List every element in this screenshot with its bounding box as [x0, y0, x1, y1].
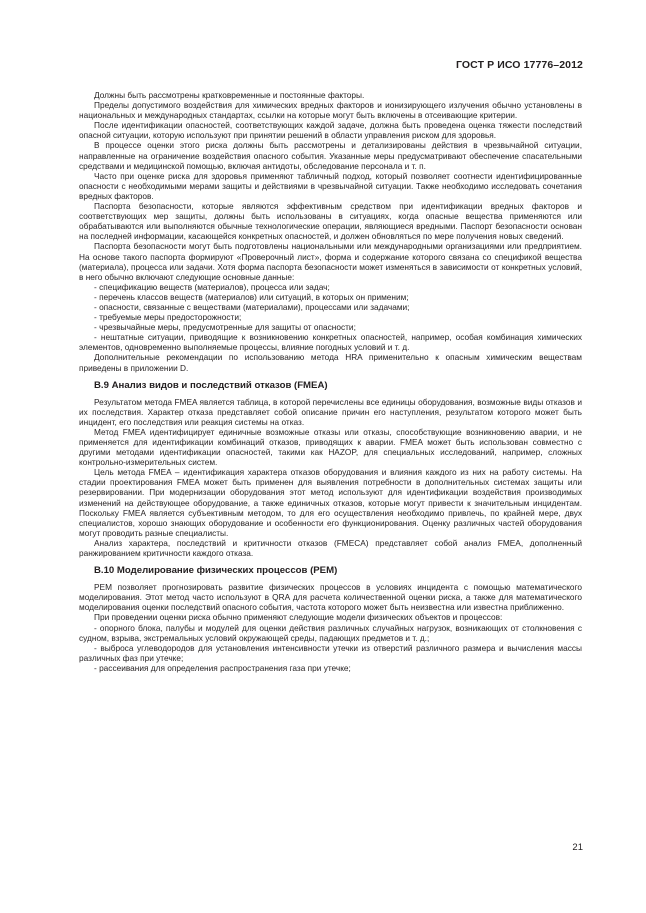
- paragraph: PEM позволяет прогнозировать развитие физических процессов в условиях инцидента с помощью математического моделирования. Этот метод часто используют в QRA для расчета количественной оценки риска, а также для математического моделирования оценки последствий опасного события, частота которого может быть неизвестна или известна приближенно.: [79, 582, 582, 613]
- section-heading-b9: B.9 Анализ видов и последствий отказов (FMEA): [94, 379, 328, 391]
- paragraph: Должны быть рассмотрены кратковременные и постоянные факторы.: [94, 90, 365, 100]
- paragraph: Паспорта безопасности могут быть подготовлены национальными или международными организациями или предприятием. На основе такого паспорта формируют «Проверочный лист», форма и содержание которого связана со спецификой вещества (материала), процесса или задачи. Хотя форма паспорта безопасности может изменяться в зависимости от конкретных условий, в него обычно включают следующие основные данные:: [79, 241, 582, 282]
- paragraph: При проведении оценки риска обычно применяют следующие модели физических объектов и процессов:: [94, 612, 503, 623]
- list-item: - спецификацию веществ (материалов), процесса или задач;: [94, 281, 330, 292]
- paragraph: Паспорта безопасности, которые являются эффективным средством при идентификации вредных факторов и соответствующих мер защиты, должны быть использованы в ситуациях, когда опасные вещества применяются или обрабатываются или выполняются обычные технологические операции, являющиеся вредными. Паспорт безопасности основан на последней информации, касающейся конкретных опасностей, и должен обновляться по мере получения новых сведений.: [79, 201, 582, 242]
- page-number: 21: [572, 842, 583, 853]
- list-item: - выброса углеводородов для установления интенсивности утечки из отверстий различного размера и вычисления массы различных фаз при утечке;: [79, 642, 582, 663]
- list-item: - требуемые меры предосторожности;: [94, 312, 242, 323]
- list-item: - опорного блока, палубы и модулей для оценки действия различных случайных нагрузок, возникающих от столкновения с судном, взрыва, экстремальных условий окружающей среды, падающих предметов и т. д.;: [79, 622, 582, 643]
- list-item: - нештатные ситуации, приводящие к возникновению конкретных опасностей, например, особая комбинация химических элементов, одновременно выполняемые процессы, влияние погодных условий и т. д.: [79, 332, 582, 353]
- page-content: [79, 90, 582, 673]
- standard-code-header: ГОСТ Р ИСО 17776–2012: [455, 59, 583, 71]
- paragraph: Цель метода FMEA – идентификация характера отказов оборудования и влияния каждого из них на работу системы. На стадии проектирования FMEA может быть применен для выявления потребности в дополнительных системах защиты или резервировании. При модернизации оборудования этот метод используют для идентификации воздействия производимых изменений на действующее оборудование, а также единичных отказов, которые могут привести к значительным инцидентам. Поскольку FMEA является субъективным методом, то для его осуществления необходимо привлечь, по крайней мере, двух специалистов, хорошо знающих оборудование и особенности его функционирования. Оценку различных частей оборудования могут проводить разные специалисты.: [79, 467, 582, 538]
- list-item: - перечень классов веществ (материалов) или ситуаций, в которых он применим;: [94, 291, 409, 302]
- list-item: - чрезвычайные меры, предусмотренные для защиты от опасности;: [94, 322, 356, 333]
- paragraph: Результатом метода FMEA является таблица, в которой перечислены все единицы оборудования, возможные виды отказов и их последствия. Характер отказа представляет собой описание причин его наступления, результатом которого может быть инцидент, его последствия или реакция системы на отказ.: [79, 396, 582, 427]
- list-item: - опасности, связанные с веществами (материалами), процессами или задачами;: [94, 301, 410, 312]
- paragraph: В процессе оценки этого риска должны быть рассмотрены и детализированы действия в чрезвычайной ситуации, направленные на ограничение воздействия опасного события. Указанные меры предусматривают обеспечение спасательными средствами и медицинской помощью, включая антидоты, обследование персонала и т. п.: [79, 140, 582, 171]
- paragraph: Анализ характера, последствий и критичности отказов (FMECA) представляет собой анализ FMEA, дополненный ранжированием критичности каждого отказа.: [79, 537, 582, 559]
- paragraph: Дополнительные рекомендации по использованию метода HRA применительно к опасным химическим веществам приведены в приложении D.: [79, 352, 582, 373]
- section-heading-b10: B.10 Моделирование физических процессов (PEM): [94, 565, 338, 577]
- paragraph: Метод FMEA идентифицирует единичные возможные отказы или отказы, способствующие возникновению аварии, и не применяется для идентификации комбинаций отказов, приводящих к аварии. FMEA может быть использован совместно с другими методами идентификации опасностей, такими как HAZOP, для специальных исследований, например, сложных контрольно-измерительных систем.: [79, 426, 582, 468]
- paragraph: Часто при оценке риска для здоровья применяют табличный подход, который позволяет соотнести идентифицированные опасности с необходимыми мерами защиты и действиями в чрезвычайной ситуации. Также необходимо исследовать сочетания вредных факторов.: [79, 170, 582, 201]
- paragraph: Пределы допустимого воздействия для химических вредных факторов и ионизирующего излучения обычно установлены в национальных и международных стандартах, ссылки на которые могут быть включены в отсеивающие критерии.: [79, 100, 582, 121]
- list-item: - рассеивания для определения распространения газа при утечке;: [94, 662, 351, 673]
- paragraph: После идентификации опасностей, соответствующих каждой задаче, должна быть проведена оценка тяжести последствий опасной ситуации, которую используют при принятии решений в области управления риском для здоровья.: [79, 120, 582, 141]
